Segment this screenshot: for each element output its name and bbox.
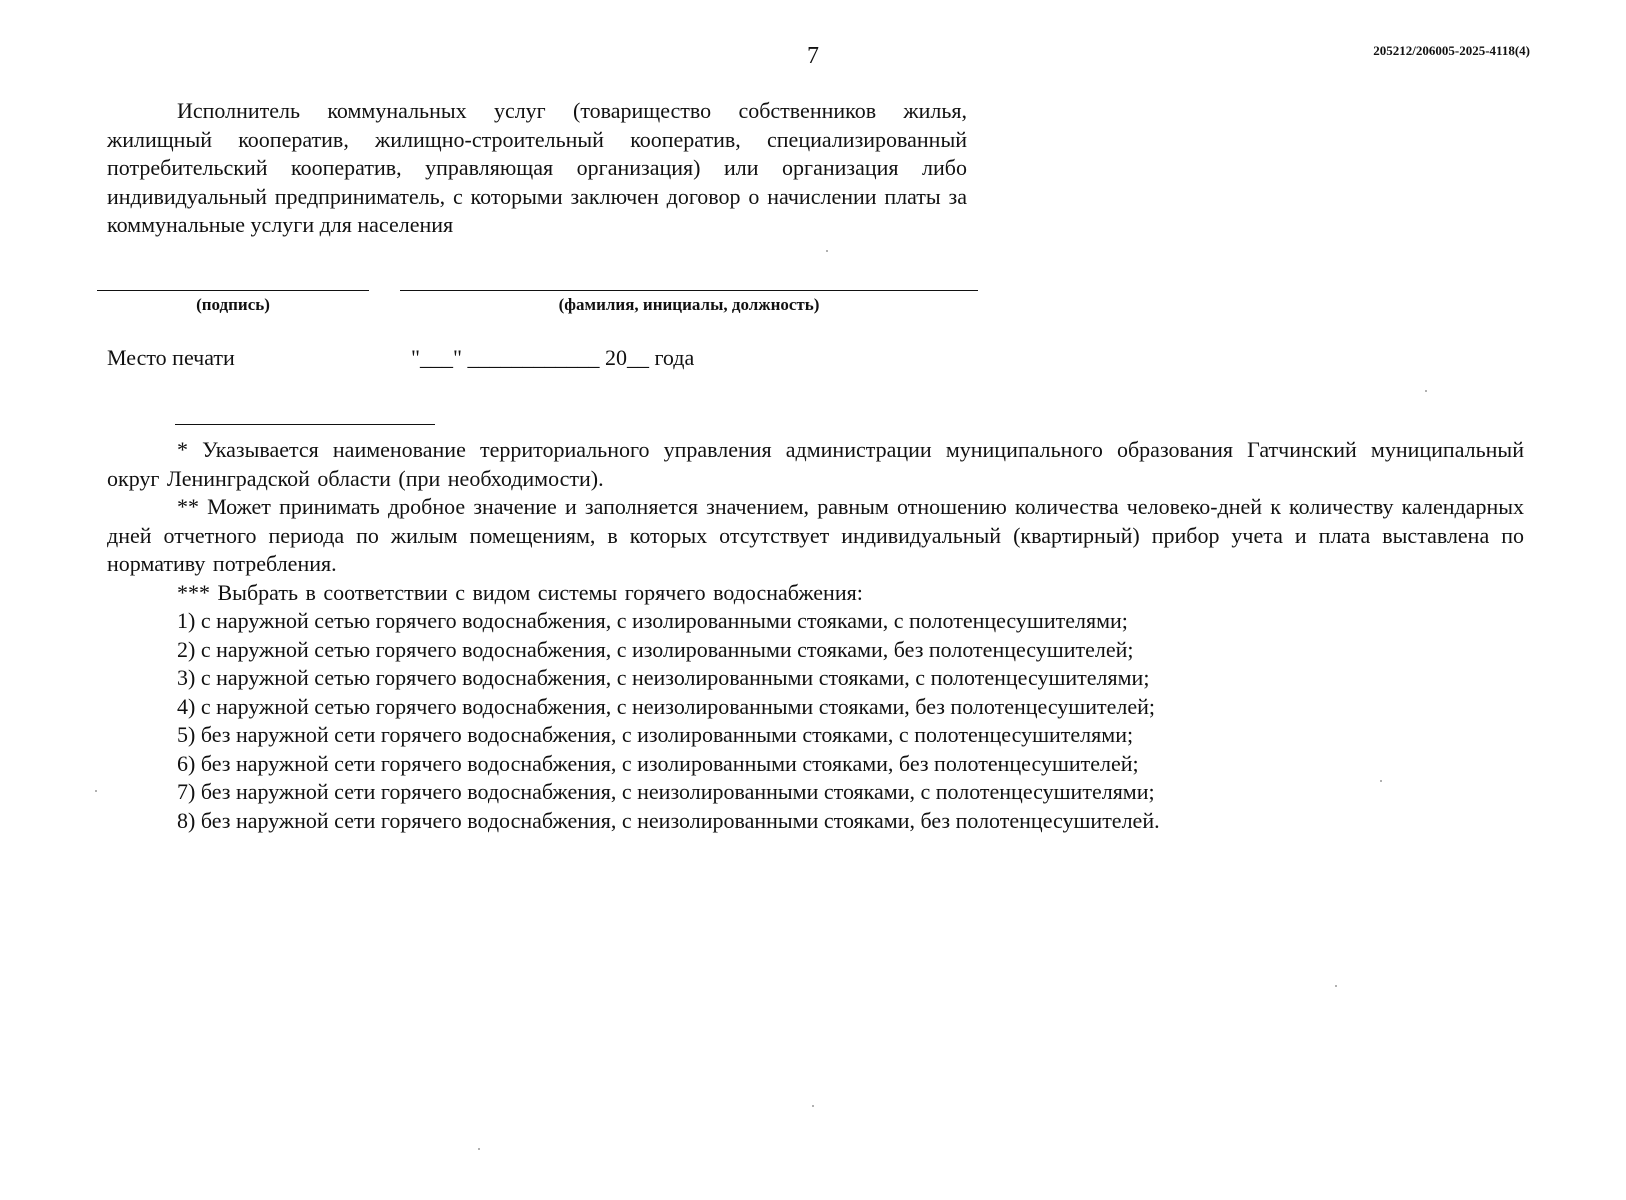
footnote-2: ** Может принимать дробное значение и заполняется значением, равным отношению количества человеко-дней к количеству календарных дней отчетного периода по жилым помещениям, в которых отсутствует индивидуальный (квартирный) прибор учета и плата выставлена по нормативу потребления. [107, 494, 1524, 576]
scan-speck [826, 250, 828, 252]
footnotes [107, 436, 1524, 835]
scan-speck [1335, 985, 1337, 987]
footnote-1: * Указывается наименование территориального управления администрации муниципального образования Гатчинский муниципальный округ Ленинградской области (при необходимости). [107, 437, 1524, 491]
list-item: 1) с наружной сетью горячего водоснабжения, с изолированными стояками, с полотенцесушителями; [177, 608, 1128, 633]
list-item: 6) без наружной сети горячего водоснабжения, с изолированными стояками, без полотенцесушителей; [177, 750, 1139, 776]
hot-water-options-list [107, 607, 1524, 835]
document-code: 205212/206005-2025-4118(4) [1373, 43, 1530, 58]
name-position-line [400, 290, 978, 291]
list-item: 2) с наружной сетью горячего водоснабжения, с изолированными стояками, без полотенцесушителей; [177, 636, 1134, 662]
signature-caption: (подпись) [196, 295, 270, 314]
list-item: 4) с наружной сетью горячего водоснабжения, с неизолированными стояками, без полотенцесушителей; [177, 693, 1156, 719]
footnote-separator [175, 424, 435, 425]
scan-speck [478, 1148, 480, 1150]
page-number: 7 [807, 43, 819, 69]
list-item: 3) с наружной сетью горячего водоснабжения, с неизолированными стояками, с полотенцесушителями; [177, 665, 1150, 690]
list-item: 8) без наружной сети горячего водоснабжения, с неизолированными стояками, без полотенцесушителей. [177, 807, 1160, 833]
scan-speck [1425, 390, 1427, 392]
signature-line [97, 290, 369, 291]
list-item: 7) без наружной сети горячего водоснабжения, с неизолированными стояками, с полотенцесушителями; [177, 779, 1155, 804]
scan-speck [95, 790, 97, 792]
executor-paragraph: Исполнитель коммунальных услуг (товарищество собственников жилья, жилищный кооператив, жилищно-строительный кооператив, специализированный потребительский кооператив, управляющая организация) или организация либо индивидуальный предприниматель, с которыми заключен договор о начислении платы за коммунальные услуги для населения [107, 98, 967, 237]
name-position-caption: (фамилия, инициалы, должность) [558, 295, 820, 314]
scan-speck [812, 1105, 814, 1107]
scan-speck [1380, 780, 1382, 782]
list-item: 5) без наружной сети горячего водоснабжения, с изолированными стояками, с полотенцесушителями; [177, 722, 1134, 747]
date-field: "___" ____________ 20__ года [411, 345, 695, 370]
footnote-3: *** Выбрать в соответствии с видом системы горячего водоснабжения: [177, 579, 863, 605]
stamp-place-label: Место печати [107, 345, 235, 370]
